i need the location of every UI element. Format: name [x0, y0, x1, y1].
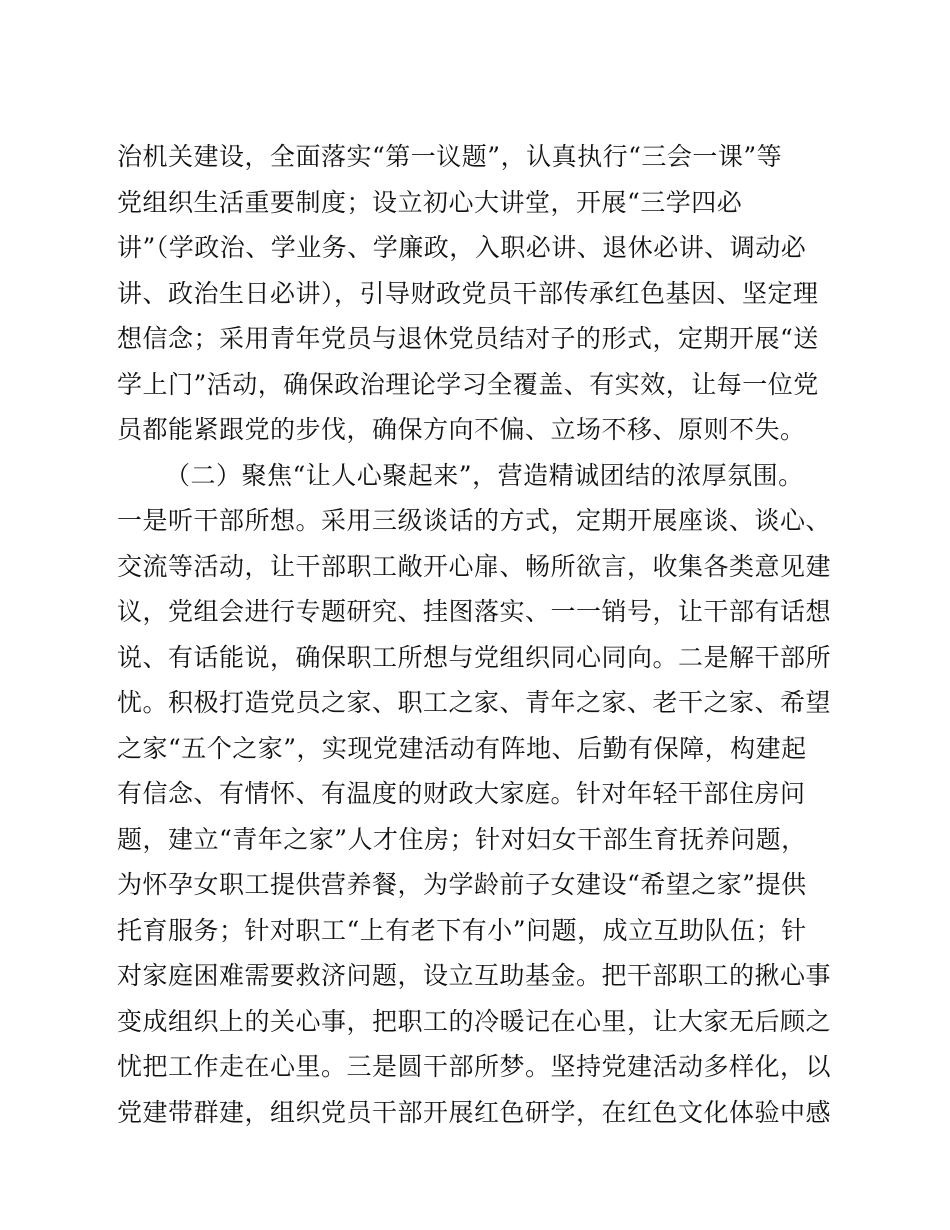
text-line: 想信念；采用青年党员与退休党员结对子的形式，定期开展“送: [117, 324, 819, 353]
text-line: 忧把工作走在心里。三是圆干部所梦。坚持党建活动多样化，以: [117, 1052, 832, 1081]
text-line: 交流等活动，让干部职工敞开心扉、畅所欲言，收集各类意见建: [117, 551, 832, 581]
text-line: 党建带群建，组织党员干部开展红色研学，在红色文化体验中感: [117, 1097, 832, 1127]
text-line: 讲、政治生日必讲），引导财政党员干部传承红色基因、坚定理: [117, 278, 819, 308]
text-line: 题，建立“青年之家”人才住房；针对妇女干部生育抚养问题，: [117, 824, 807, 854]
text-line: 学上门”活动，确保政治理论学习全覆盖、有实效，让每一位党: [117, 369, 819, 399]
text-line: 托育服务；针对职工“上有老下有小”问题，成立互助队伍；针: [117, 915, 807, 945]
text-line: 治机关建设，全面落实“第一议题”，认真执行“三会一课”等: [117, 142, 783, 171]
text-line: 一是听干部所想。采用三级谈话的方式，定期开展座谈、谈心、: [117, 506, 832, 535]
text-line: 之家“五个之家”，实现党建活动有阵地、后勤有保障，构建起: [117, 733, 807, 763]
text-line: 议，党组会进行专题研究、挂图落实、一一销号，让干部有话想: [117, 597, 832, 626]
text-line: 变成组织上的关心事，把职工的冷暖记在心里，让大家无后顾之: [117, 1006, 832, 1036]
body-text: [117, 134, 832, 1135]
text-line: 党组织生活重要制度；设立初心大讲堂，开展“三学四必: [117, 187, 743, 217]
text-line: 为怀孕女职工提供营养餐，为学龄前子女建设“希望之家”提供: [117, 870, 807, 899]
text-line: 对家庭困难需要救济问题，设立互助基金。把干部职工的揪心事: [117, 961, 832, 990]
text-line: 员都能紧跟党的步伐，确保方向不偏、立场不移、原则不失。: [117, 415, 806, 444]
section-heading: （二）聚焦“让人心聚起来”，营造精诚团结的浓厚氛围。: [165, 460, 804, 490]
text-line: 讲”（学政治、学业务、学廉政，入职必讲、退休必讲、调动必: [117, 233, 807, 262]
text-line: 忧。积极打造党员之家、职工之家、青年之家、老干之家、希望: [117, 688, 832, 717]
text-line: 有信念、有情怀、有温度的财政大家庭。针对年轻干部住房问: [117, 779, 806, 808]
text-line: 说、有话能说，确保职工所想与党组织同心同向。二是解干部所: [117, 642, 832, 672]
